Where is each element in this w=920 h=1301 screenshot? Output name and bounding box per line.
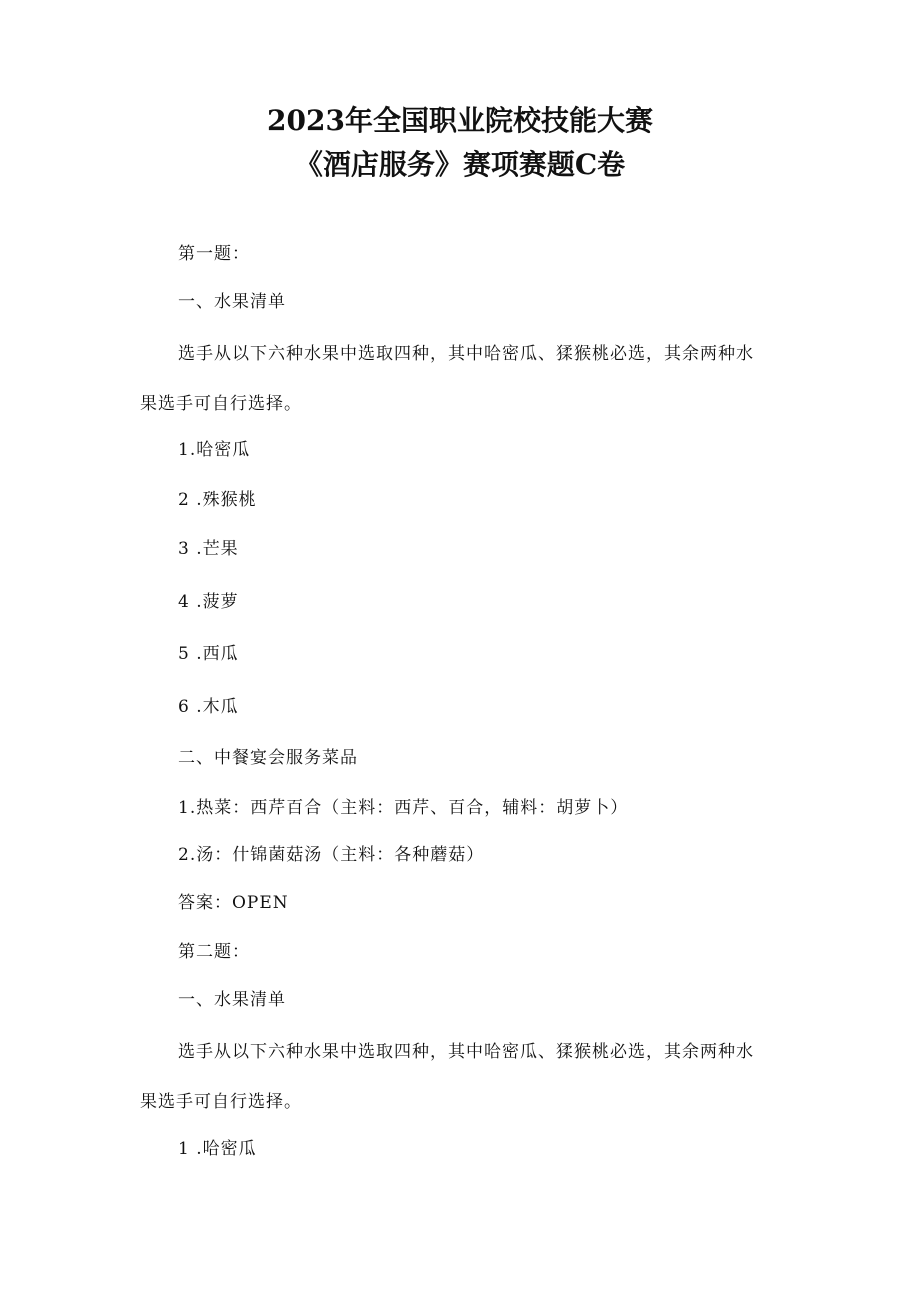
question-1-fruit-item: 5 .西瓜	[178, 644, 239, 664]
question-1-instruction-line-2: 果选手可自行选择。	[140, 394, 302, 414]
document-title-line-2: 《酒店服务》赛项赛题C卷	[294, 148, 626, 181]
question-2-fruit-list-title: 一、水果清单	[178, 990, 286, 1010]
question-1-fruit-item: 4 .菠萝	[178, 592, 239, 612]
question-1-fruit-item: 6 .木瓜	[178, 697, 239, 717]
question-2-instruction-line-2: 果选手可自行选择。	[140, 1092, 302, 1112]
question-1-answer: 答案：OPEN	[178, 893, 289, 913]
question-1-fruit-item: 2 .殊猴桃	[178, 490, 257, 510]
question-1-dishes-title: 二、中餐宴会服务菜品	[178, 748, 358, 768]
question-2-heading: 第二题：	[178, 942, 250, 962]
question-2-instruction-line-1: 选手从以下六种水果中选取四种，其中哈密瓜、猱猴桃必选，其余两种水	[178, 1042, 754, 1062]
question-1-instruction-line-1: 选手从以下六种水果中选取四种，其中哈密瓜、猱猴桃必选，其余两种水	[178, 344, 754, 364]
question-1-dish-1: 1.热菜：西芹百合（主料：西芹、百合，辅料：胡萝卜）	[178, 798, 629, 818]
question-1-fruit-list-title: 一、水果清单	[178, 292, 286, 312]
document-title-line-1: 2023年全国职业院校技能大赛	[267, 104, 653, 137]
question-2-fruit-item: 1 .哈密瓜	[178, 1139, 257, 1159]
question-1-fruit-item: 3 .芒果	[178, 539, 239, 559]
question-1-fruit-item: 1.哈密瓜	[178, 440, 251, 460]
question-1-heading: 第一题：	[178, 244, 250, 264]
question-1-dish-2: 2.汤：什锦菌菇汤（主料：各种蘑菇）	[178, 845, 485, 865]
